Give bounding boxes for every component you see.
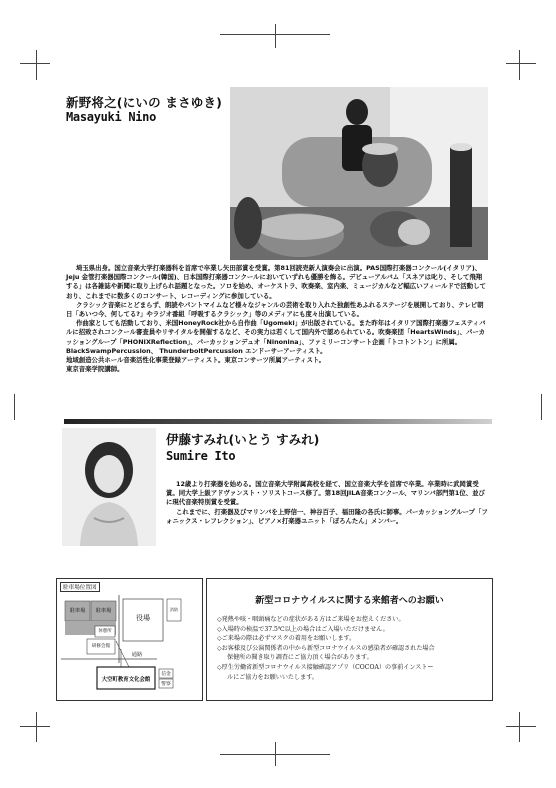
map-label-venue: 大空町教育文化会館 [101, 677, 151, 683]
performer2-name-ja: 伊藤すみれ(いとう すみれ) [166, 432, 320, 447]
map-label-parking2: 駐車場 [95, 608, 112, 614]
crop-mark [519, 50, 520, 80]
performer1-name-ja: 新野将之(にいの まさゆき) [66, 95, 223, 110]
performer1-bio [66, 264, 488, 374]
bio-paragraph: 埼玉県出身。国立音楽大学打楽器科を首席で卒業し矢田部賞を受賞。第81回読売新人演奏会に出演。PAS国際打楽器コンクール(イタリア)、Jeju 金管打楽器国際コンクール(韓国)、日本国際打楽器コンクールにおいていずれも優勝を飾る。デビューアルバム「スネアは叱り、そして飛翔する」は各雑誌や新聞に取り上げられ話題となった。ソロを始め、オーケストラ、吹奏楽、室内楽、ミュージカルなど幅広いフィールドで活動しており、これまでに数多くのコンサート、レコーディングに参加している。 [66, 264, 486, 300]
crop-mark [36, 712, 37, 742]
performer1-name-en: Masayuki Nino [66, 110, 157, 124]
crop-mark [519, 712, 520, 742]
bio-paragraph: 東京音楽学院講師。 [66, 365, 124, 374]
crop-mark [20, 726, 50, 727]
map-label-city-hall: 役場 [136, 614, 150, 622]
notice-item: ◇入場時の検温で37.5℃以上の場合はご入場いただけません。 [217, 625, 389, 633]
bio-paragraph: 地域創造公共ホール音楽活性化事業登録アーティスト。東京コンサーツ所属アーティスト。 [66, 356, 326, 365]
map-label-training: 研修会館 [91, 644, 111, 649]
performer2-photo [62, 428, 156, 546]
percussionist-photo [230, 87, 488, 260]
crop-mark [20, 63, 50, 64]
map-label-parking1: 駐車場 [69, 608, 86, 614]
crop-mark [14, 394, 15, 420]
marimba-player-photo [62, 428, 156, 546]
notice-item: ◇発熱や咳・咽頭痛などの症状がある方はご来場をお控えください。 [217, 616, 405, 623]
crop-mark [275, 742, 276, 766]
notice-item-continued: 保健所の聞き取り調査にご協力頂く場合があります。 [227, 654, 373, 662]
map-label-police: 警察 [161, 682, 171, 687]
bio-paragraph: 12歳より打楽器を始める。国立音楽大学附属高校を経て、国立音楽大学を首席で卒業。卒業時に武岡賞受賞。同大学上級アドヴァンスト・ソリストコース修了。第18回JILA音楽コンクール、マリンバ部門第1位、並びに現代音楽特別賞を受賞。 [166, 480, 485, 507]
covid-notice-box [206, 578, 493, 701]
bio-paragraph: BlackSwampPercussion、 ThunderboltPercussion エンドーサーアーティスト。 [66, 346, 327, 355]
bio-paragraph: クラシック音楽にとどまらず、朗読やパントマイムなど様々なジャンルの芸術を取り入れた独創性あふれるステージを展開しており、テレビ朝日「あいつ今、何してる?」やラジオ番組「呼吸するクラシック」等のメディアにも度々出演している。 [66, 300, 484, 319]
notice-item: ◇厚生労働省新型コロナウイルス接触確認アプリ（COCOA）の事前インストー [217, 663, 434, 671]
performer2-bio [166, 480, 491, 526]
map-label-other: 消防 [170, 607, 178, 612]
map-label-road: 通路 [131, 652, 143, 658]
section-divider [64, 419, 492, 424]
crop-mark [506, 726, 536, 727]
map-title: 駐車場位置図 [60, 582, 100, 592]
notice-list [217, 615, 489, 682]
parking-map [56, 578, 203, 701]
performer1-photo [230, 87, 488, 260]
crop-mark [36, 50, 37, 80]
notice-title: 新型コロナウイルスに関する来館者へのお願い [255, 596, 444, 606]
map-label-rest-house: 休憩所 [98, 629, 112, 634]
crop-mark [506, 63, 536, 64]
crop-mark [541, 394, 542, 420]
bio-paragraph: 作曲家としても活動しており、米国HoneyRock社から自作曲「Ugomeki」が出版されている。また昨年はイタリア国際打楽器フェスティバルに招致されコンクール審査員やリサイタルを開催するなど、その実力は若くして国内外で認められている。吹奏楽団「HeartsWinds」、パーカッショングループ「PHONIXReflection」、パーカッションデュオ「Ninonina」、ファミリーコンサート企画「トコトントン」に所属。 [66, 319, 486, 346]
map-label-bank: 信金 [161, 672, 171, 677]
map-drawing [57, 579, 204, 702]
bio-paragraph: これまでに、打楽器及びマリンバを上野信一、神谷百子、福田隆の各氏に師事。パーカッショングループ「フォニックス・レフレクション」、ピアノ×打楽器ユニット「ぽろんたん」メンバー。 [166, 507, 488, 525]
performer2-name-en: Sumire Ito [166, 449, 236, 463]
notice-item: ◇お客様及び公演関係者の中から新型コロナウイルスの感染者が確認された場合 [217, 644, 435, 652]
notice-item-continued: ルにご協力をお願いいたします。 [227, 673, 318, 681]
crop-mark [275, 24, 276, 48]
notice-item: ◇ご来場の際は必ずマスクの着用をお願いします。 [217, 635, 356, 643]
